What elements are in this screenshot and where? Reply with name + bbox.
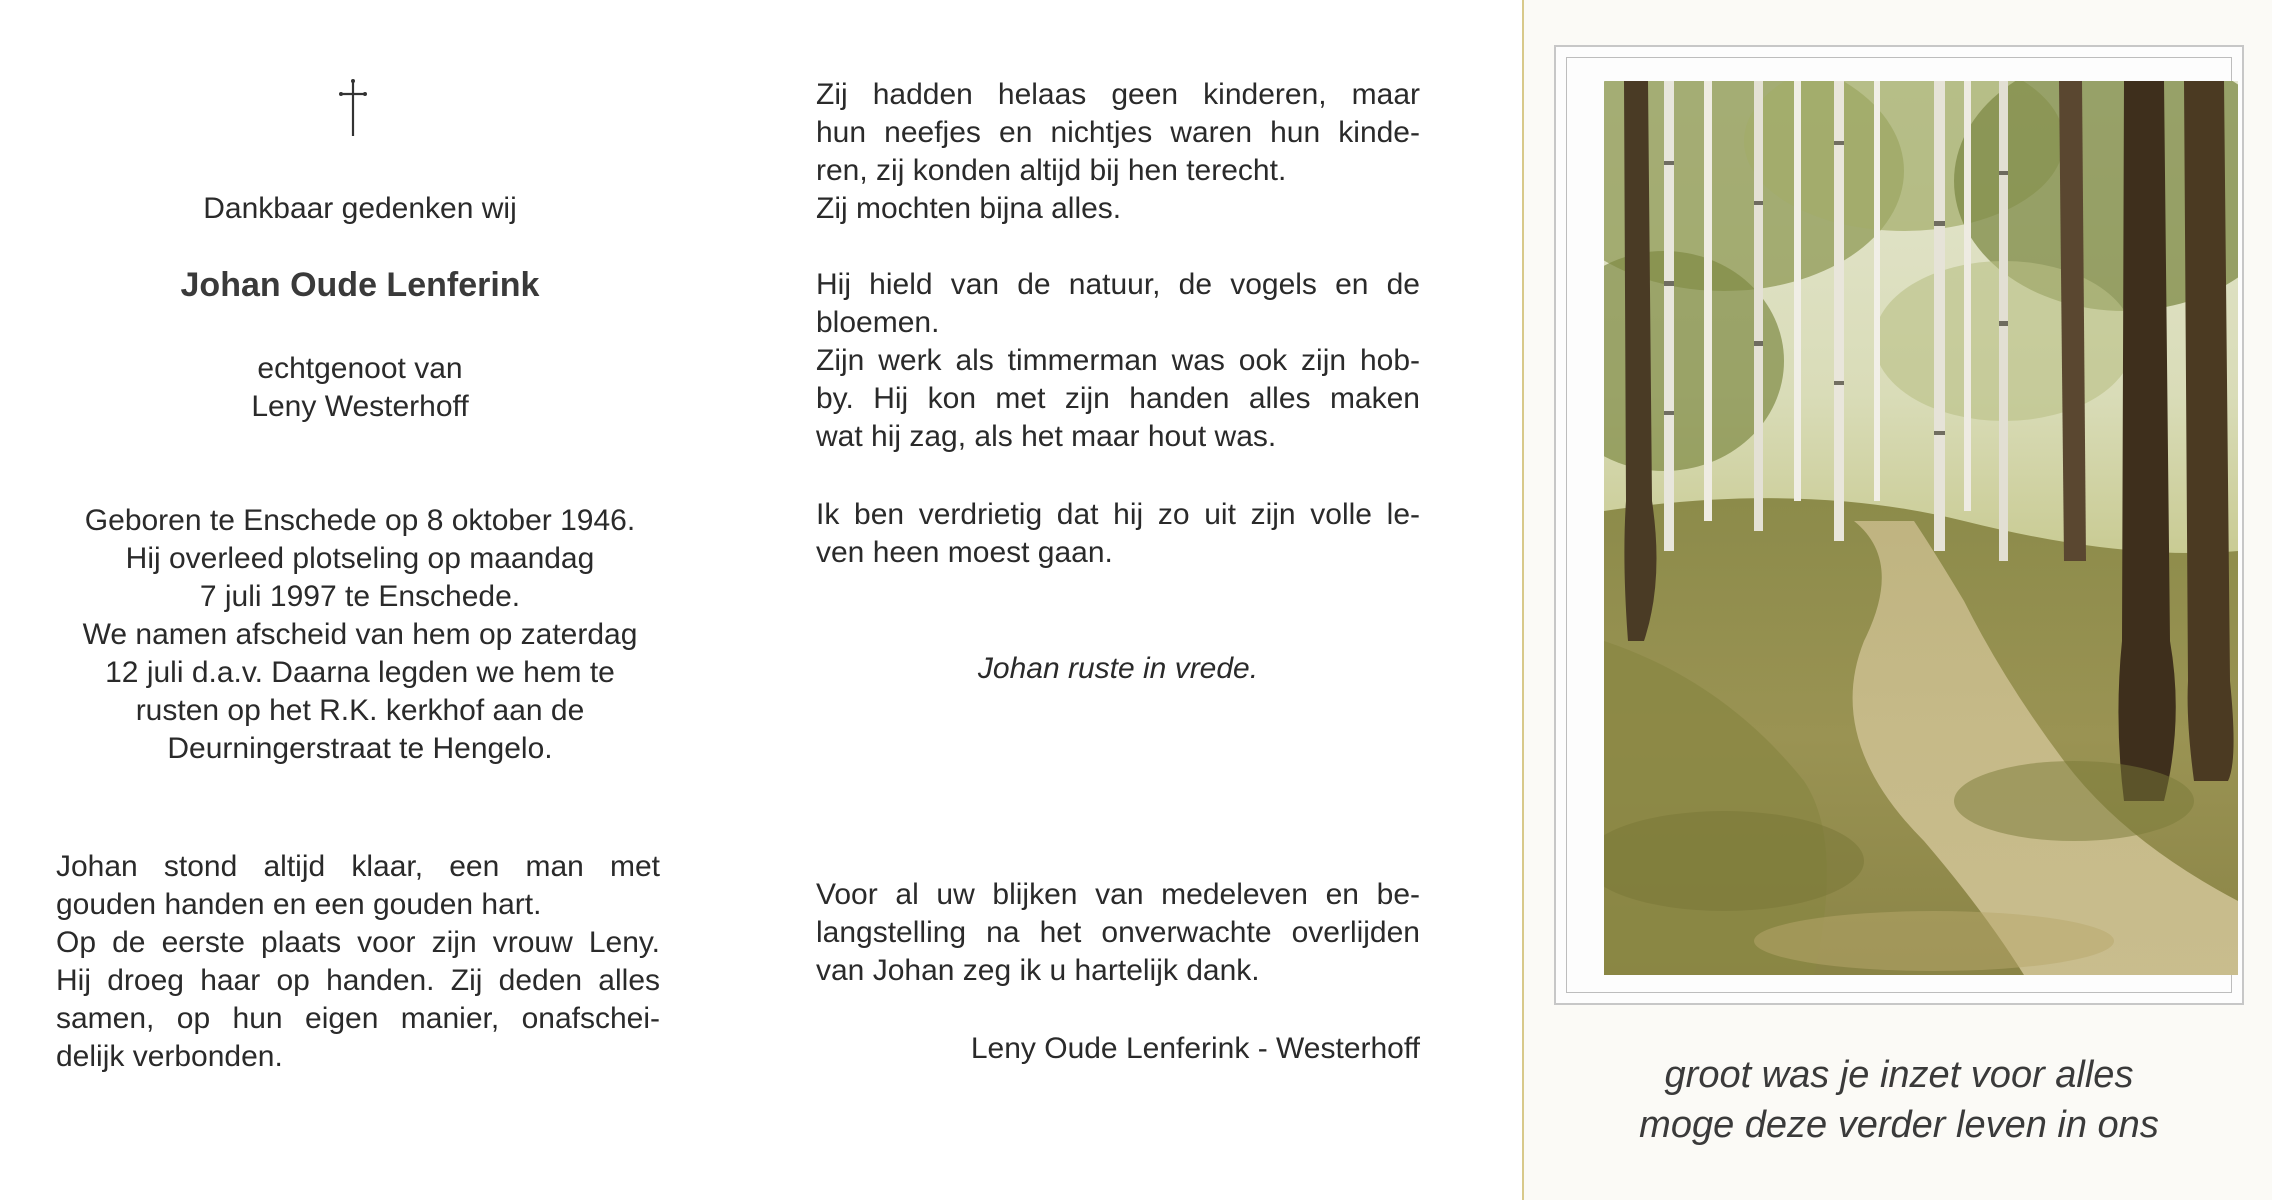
text-line: Zij mochten bijna alles.	[816, 192, 1122, 225]
bio-line: Hij overleed plotseling op maandag	[125, 542, 595, 575]
text-line: wat hij zag, als het maar hout was.	[816, 420, 1277, 453]
text-line: ren, zij konden altijd bij hen terecht.	[816, 154, 1287, 187]
right-panel	[1522, 0, 2272, 1200]
deceased-name: Johan Oude Lenferink	[180, 266, 540, 304]
text-line: Zijn werk als timmerman was ook zijn hob-	[816, 344, 1420, 377]
thanks-paragraph	[816, 876, 1420, 990]
bio-line: Geboren te Enschede op 8 oktober 1946.	[84, 504, 636, 537]
tribute-line: Op de eerste plaats voor zijn vrouw Leny.	[56, 926, 660, 959]
bio-line: We namen afscheid van hem op zaterdag	[82, 618, 638, 651]
poem-line: moge deze verder leven in ons	[1639, 1104, 2159, 1146]
children-paragraph	[816, 76, 1420, 228]
text-line: Voor al uw blijken van medeleven en be-	[816, 878, 1420, 911]
text-line: Hij hield van de natuur, de vogels en de	[816, 268, 1420, 301]
bio-line: 12 juli d.a.v. Daarna legden we hem te	[105, 656, 615, 689]
photo-frame	[1554, 45, 2244, 1005]
forest-path-photo	[1604, 81, 2238, 975]
text-line: ven heen moest gaan.	[816, 536, 1113, 569]
tribute-line: delijk verbonden.	[56, 1040, 283, 1073]
rest-in-peace-line: Johan ruste in vrede.	[977, 652, 1259, 685]
text-line: Zij hadden helaas geen kinderen, maar	[816, 78, 1420, 111]
bio-line: rusten op het R.K. kerkhof aan de	[135, 694, 585, 727]
left-panel	[0, 0, 720, 1200]
grief-paragraph	[816, 496, 1420, 572]
middle-panel	[760, 0, 1520, 1200]
cross-icon	[338, 78, 368, 138]
intro-text: Dankbaar gedenken wij	[203, 192, 517, 225]
bio-line: Deurningerstraat te Hengelo.	[167, 732, 553, 765]
tribute-line: samen, op hun eigen manier, onafschei-	[56, 1002, 660, 1035]
tribute-line: Johan stond altijd klaar, een man met	[56, 850, 660, 883]
text-line: van Johan zeg ik u hartelijk dank.	[816, 954, 1260, 987]
text-line: hun neefjes en nichtjes waren hun kinde-	[816, 116, 1420, 149]
text-line: bloemen.	[816, 306, 940, 339]
text-line: by. Hij kon met zijn handen alles maken	[816, 382, 1420, 415]
nature-paragraph	[816, 266, 1420, 456]
text-line: langstelling na het onverwachte overlijden	[816, 916, 1420, 949]
signature: Leny Oude Lenferink - Westerhoff	[970, 1032, 1420, 1065]
biography	[40, 502, 680, 768]
tribute-line: gouden handen en een gouden hart.	[56, 888, 542, 921]
spouse-name: Leny Westerhoff	[251, 390, 469, 423]
poem-line: groot was je inzet voor alles	[1664, 1054, 2134, 1096]
tribute-line: Hij droeg haar op handen. Zij deden alles	[56, 964, 660, 997]
tribute-paragraph	[56, 848, 660, 1076]
spouse-label: echtgenoot van	[257, 352, 463, 385]
bio-line: 7 juli 1997 te Enschede.	[199, 580, 521, 613]
text-line: Ik ben verdrietig dat hij zo uit zijn volle le-	[816, 498, 1420, 531]
